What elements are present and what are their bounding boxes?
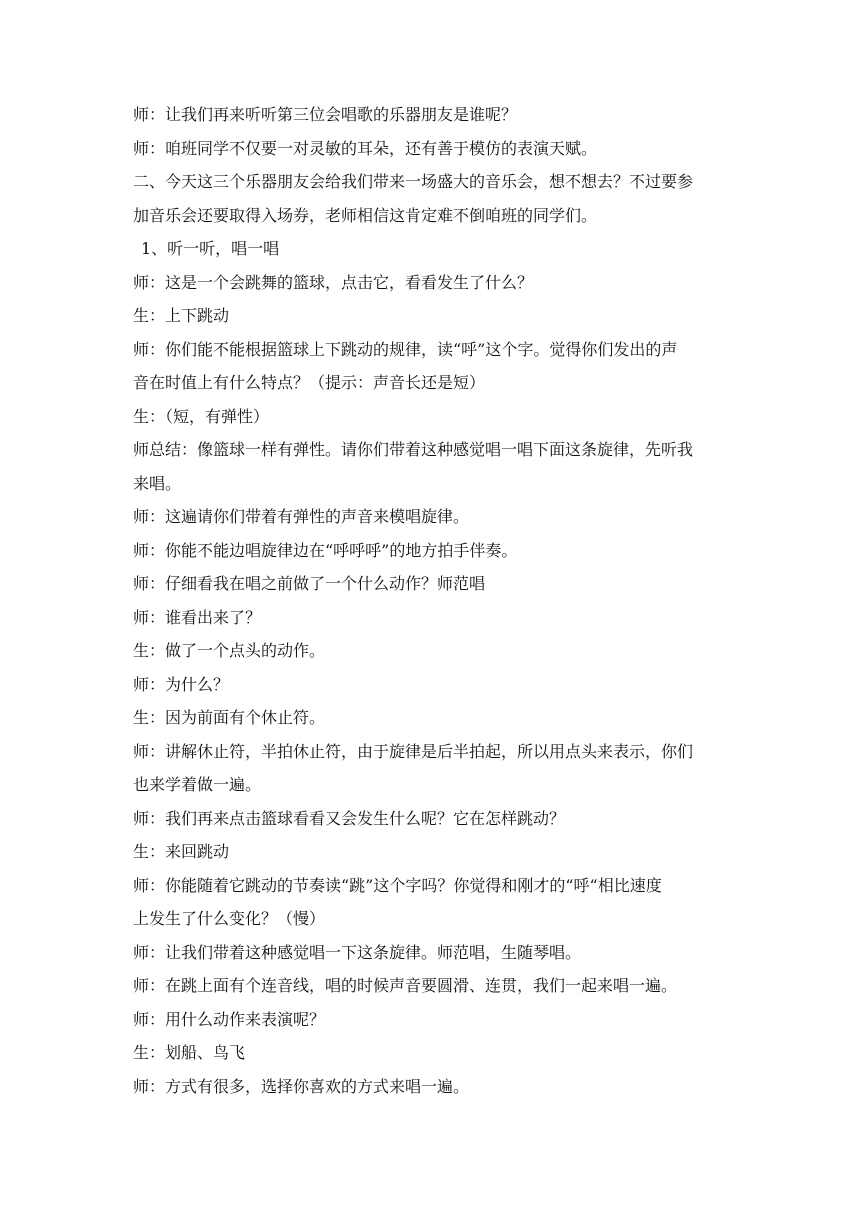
section-heading: 1、听一听，唱一唱	[141, 239, 280, 258]
text-line: 师：为什么？	[133, 674, 230, 694]
text-line: 生：上下跳动	[133, 306, 230, 325]
text-line: 也来学着做一遍。	[133, 775, 262, 794]
text-line: 师：你能随着它跳动的节奏读“跳”这个字吗？你觉得和刚才的“呼“相比速度	[133, 875, 662, 895]
text-line: 来唱。	[133, 473, 182, 493]
text-line: 师：咱班同学不仅要一对灵敏的耳朵，还有善于模仿的表演天赋。	[133, 138, 598, 158]
text-line: 师：方式有很多，选择你喜欢的方式来唱一遍。	[133, 1076, 470, 1096]
text-line: 师总结：像篮球一样有弹性。请你们带着这种感觉唱一唱下面这条旋律，先听我	[133, 440, 694, 459]
text-line: 音在时值上有什么特点？（提示：声音长还是短）	[133, 373, 486, 392]
text-line: 生：（短，有弹性）	[133, 406, 270, 426]
text-line: 生：做了一个点头的动作。	[133, 641, 326, 660]
text-line: 师：这遍请你们带着有弹性的声音来模唱旋律。	[133, 507, 470, 526]
text-line: 师：你们能不能根据篮球上下跳动的规律，读“呼”这个字。觉得你们发出的声	[133, 339, 678, 359]
text-line: 生：划船、鸟飞	[133, 1043, 246, 1062]
text-line: 加音乐会还要取得入场券，老师相信这肯定难不倒咱班的同学们。	[133, 205, 598, 225]
text-line: 师：让我们再来听听第三位会唱歌的乐器朋友是谁呢？	[133, 105, 518, 124]
text-line: 师：我们再来点击篮球看看又会发生什么呢？它在怎样跳动？	[133, 808, 566, 828]
text-line: 师：用什么动作来表演呢？	[133, 1009, 326, 1029]
text-line: 师：仔细看我在唱之前做了一个什么动作？师范唱	[133, 574, 486, 593]
text-line: 师：谁看出来了？	[133, 607, 262, 627]
text-line: 师：在跳上面有个连音线，唱的时候声音要圆滑、连贯，我们一起来唱一遍。	[133, 976, 678, 995]
text-line: 师：讲解休止符，半拍休止符，由于旋律是后半拍起，所以用点头来表示，你们	[133, 741, 694, 761]
text-line: 师：让我们带着这种感觉唱一下这条旋律。师范唱，生随琴唱。	[133, 942, 582, 962]
text-line: 生：因为前面有个休止符。	[133, 708, 326, 727]
text-line: 师：这是一个会跳舞的篮球，点击它，看看发生了什么？	[133, 272, 534, 292]
text-line: 二、今天这三个乐器朋友会给我们带来一场盛大的音乐会，想不想去？不过要参	[133, 172, 694, 191]
text-line: 上发生了什么变化？（慢）	[133, 909, 326, 928]
text-line: 师：你能不能边唱旋律边在“呼呼呼”的地方拍手伴奏。	[133, 540, 518, 560]
text-line: 生：来回跳动	[133, 842, 230, 861]
document-body	[133, 98, 733, 1103]
